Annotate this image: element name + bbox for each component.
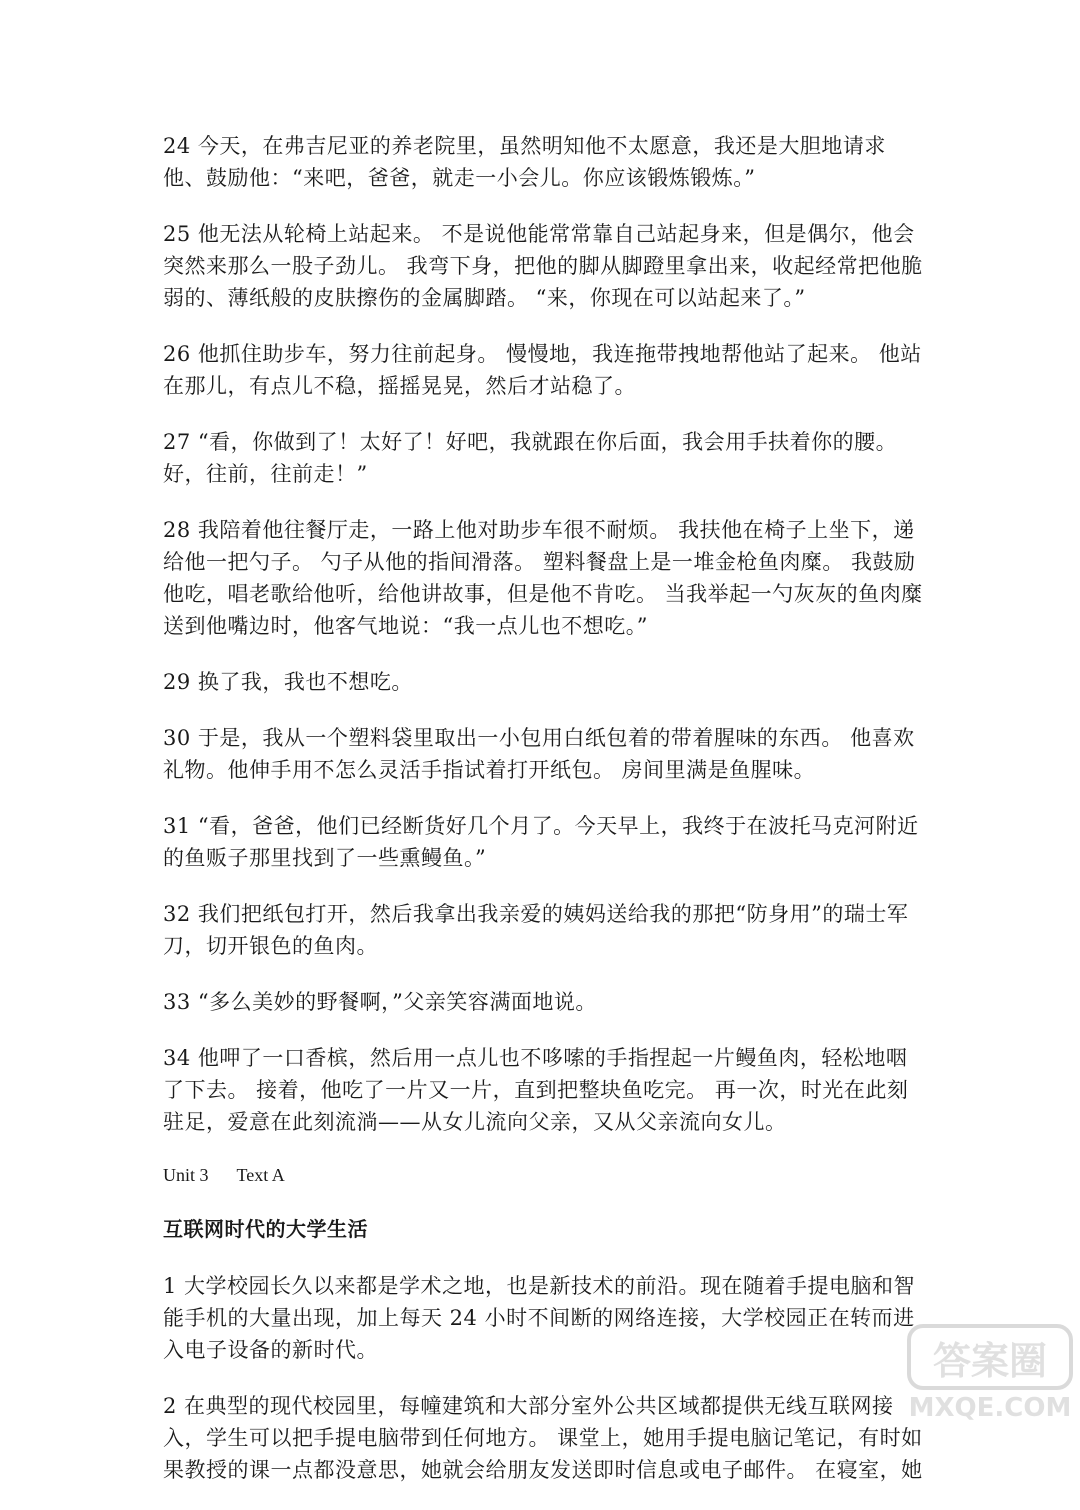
paragraph-27: 27 “看，你做到了！太好了！好吧，我就跟在你后面，我会用手扶着你的腰。好，往前，往前走！” bbox=[163, 430, 898, 486]
watermark-text-bottom: MXQE.COM bbox=[908, 1393, 1072, 1423]
paragraph-24: 24 今天，在弗吉尼亚的养老院里，虽然明知他不太愿意，我还是大胆地请求他、鼓励他：“来吧，爸爸，就走一小会儿。你应该锻炼锻炼。” bbox=[163, 134, 886, 190]
section-title: 互联网时代的大学生活 bbox=[163, 1217, 368, 1241]
paragraph-2: 2 在典型的现代校园里，每幢建筑和大部分室外公共区域都提供无线互联网接入，学生可以把手提电脑带到任何地方。 课堂上，她用手提电脑记笔记，有时如果教授的课一点都没意思，她就会给朋友发送即时信息或电子邮件。 在寝室，她 bbox=[163, 1394, 923, 1482]
paragraph-34: 34 他呷了一口香槟，然后用一点儿也不哆嗦的手指捏起一片鳗鱼肉，轻松地咽了下去。 接着，他吃了一片又一片，直到把整块鱼吃完。 再一次，时光在此刻驻足，爱意在此刻流淌——从女儿流向父亲，又从父亲流向女儿。 bbox=[163, 1046, 909, 1134]
paragraph-33: 33 “多么美妙的野餐啊，”父亲笑容满面地说。 bbox=[163, 990, 597, 1014]
watermark-text-top: 答案圈 bbox=[932, 1339, 1048, 1383]
paragraph-28: 28 我陪着他往餐厅走，一路上他对助步车很不耐烦。 我扶他在椅子上坐下，递给他一把勺子。 勺子从他的指间滑落。 塑料餐盘上是一堆金枪鱼肉糜。 我鼓励他吃，唱老歌给他听，给他讲故事，但是他不肯吃。 当我举起一勺灰灰的鱼肉糜送到他嘴边时，他客气地说：“我一点儿也不想吃。” bbox=[163, 518, 923, 638]
paragraph-32: 32 我们把纸包打开，然后我拿出我亲爱的姨妈送给我的那把“防身用”的瑞士军刀，切开银色的鱼肉。 bbox=[163, 902, 909, 958]
watermark-logo bbox=[905, 1318, 1075, 1423]
unit-label: Unit 3 bbox=[163, 1165, 209, 1185]
unit-heading bbox=[163, 1162, 923, 1188]
paragraph-26: 26 他抓住助步车，努力往前起身。 慢慢地，我连拖带拽地帮他站了起来。 他站在那儿，有点儿不稳，摇摇晃晃，然后才站稳了。 bbox=[163, 342, 922, 398]
paragraph-1: 1 大学校园长久以来都是学术之地，也是新技术的前沿。现在随着手提电脑和智能手机的大量出现，加上每天 24 小时不间断的网络连接，大学校园正在转而进入电子设备的新时代。 bbox=[163, 1274, 916, 1362]
document-page bbox=[163, 130, 923, 1510]
paragraph-31: 31 “看，爸爸，他们已经断货好几个月了。今天早上，我终于在波托马克河附近的鱼贩子那里找到了一些熏鳗鱼。” bbox=[163, 814, 919, 870]
text-label: Text A bbox=[236, 1165, 285, 1185]
watermark-icon bbox=[905, 1318, 1075, 1423]
paragraph-30: 30 于是，我从一个塑料袋里取出一小包用白纸包着的带着腥味的东西。 他喜欢礼物。他伸手用不怎么灵活手指试着打开纸包。 房间里满是鱼腥味。 bbox=[163, 726, 915, 782]
paragraph-29: 29 换了我，我也不想吃。 bbox=[163, 670, 413, 694]
paragraph-25: 25 他无法从轮椅上站起来。 不是说他能常常靠自己站起身来，但是偶尔，他会突然来那么一股子劲儿。 我弯下身，把他的脚从脚蹬里拿出来，收起经常把他脆弱的、薄纸般的皮肤擦伤的金属脚踏。 “来，你现在可以站起来了。” bbox=[163, 222, 923, 310]
